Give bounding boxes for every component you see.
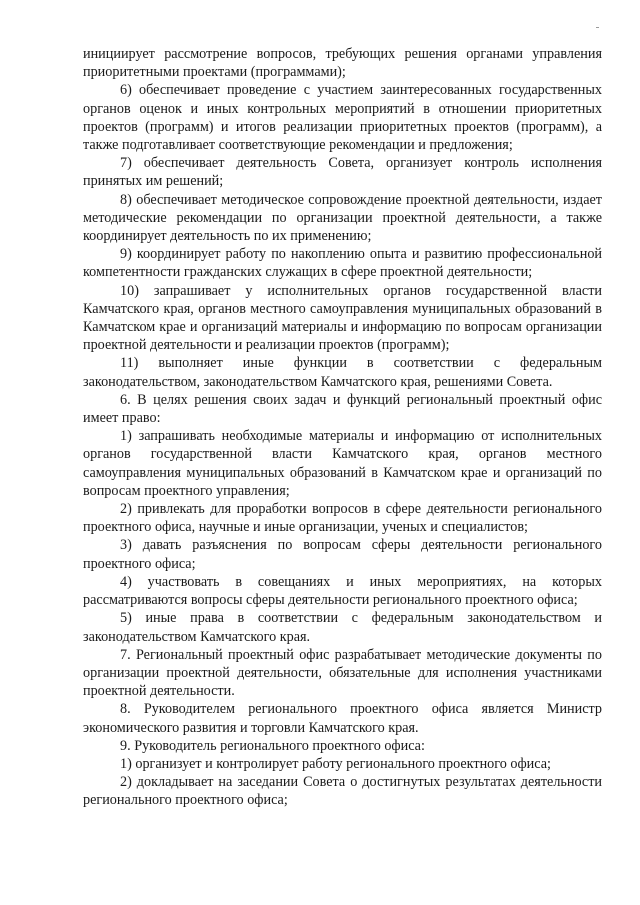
section-9-heading: 9. Руководитель регионального проектного офиса: (120, 737, 425, 754)
paragraph-continuation: инициирует рассмотрение вопросов, требующих решения органами управления приоритетными проектами (программами); (83, 46, 602, 81)
paragraph-item-8: 8) обеспечивает методическое сопровождение проектной деятельности, издает методические рекомендации по организации проектной деятельности, а также координирует деятельность по их применению; (83, 191, 602, 245)
paragraph-item-6: 6) обеспечивает проведение с участием заинтересованных государственных органов оценок и иных контрольных мероприятий в отношении приоритетных проектов (программ) и итогов реализации приоритетных проектов (программ), а также подготавливает соответствующие рекомендации и предложения; (83, 82, 602, 154)
section-6-item-5: 5) иные права в соответствии с федеральным законодательством и законодательством Камчатского края. (83, 610, 602, 645)
section-8: 8. Руководителем регионального проектного офиса является Министр экономического развития и торговли Камчатского края. (83, 701, 602, 736)
section-6-item-4: 4) участвовать в совещаниях и иных мероприятиях, на которых рассматриваются вопросы сферы деятельности регионального проектного офиса; (83, 573, 602, 609)
paragraph-item-11: 11) выполняет иные функции в соответствии с федеральным законодательством, законодательством Камчатского края, решениями Совета. (83, 355, 602, 390)
section-6-item-3: 3) давать разъяснения по вопросам сферы деятельности регионального проектного офиса; (83, 537, 602, 572)
document-page (83, 45, 602, 810)
section-9-item-1: 1) организует и контролирует работу регионального проектного офиса; (120, 755, 551, 772)
paragraph-item-7: 7) обеспечивает деятельность Совета, организует контроль исполнения принятых им решений; (83, 155, 602, 190)
section-6-item-2: 2) привлекать для проработки вопросов в сфере деятельности регионального проектного офиса, научные и иные организации, ученых и специалистов; (83, 501, 602, 536)
section-9-item-2: 2) докладывает на заседании Совета о достигнутых результатах деятельности регионального проектного офиса; (83, 774, 602, 809)
section-7: 7. Региональный проектный офис разрабатывает методические документы по организации проектной деятельности, обязательные для исполнения участниками проектной деятельности. (83, 646, 602, 700)
scan-mark (596, 27, 599, 28)
paragraph-item-9: 9) координирует работу по накоплению опыта и развитию профессиональной компетентности гражданских служащих в сфере проектной деятельности; (83, 246, 602, 281)
section-6-item-1: 1) запрашивать необходимые материалы и информацию от исполнительных органов государственной власти Камчатского края, органов местного самоуправления муниципальных образований в Камчатском крае и организаций по вопросам проектного управления; (83, 428, 602, 499)
paragraph-item-10: 10) запрашивает у исполнительных органов государственной власти Камчатского края, органов местного самоуправления муниципальных образований в Камчатском крае и организаций материалы и информацию по вопросам организации проектной деятельности и реализации проектов (программ); (83, 282, 602, 354)
section-6-heading: 6. В целях решения своих задач и функций региональный проектный офис имеет право: (83, 391, 602, 427)
